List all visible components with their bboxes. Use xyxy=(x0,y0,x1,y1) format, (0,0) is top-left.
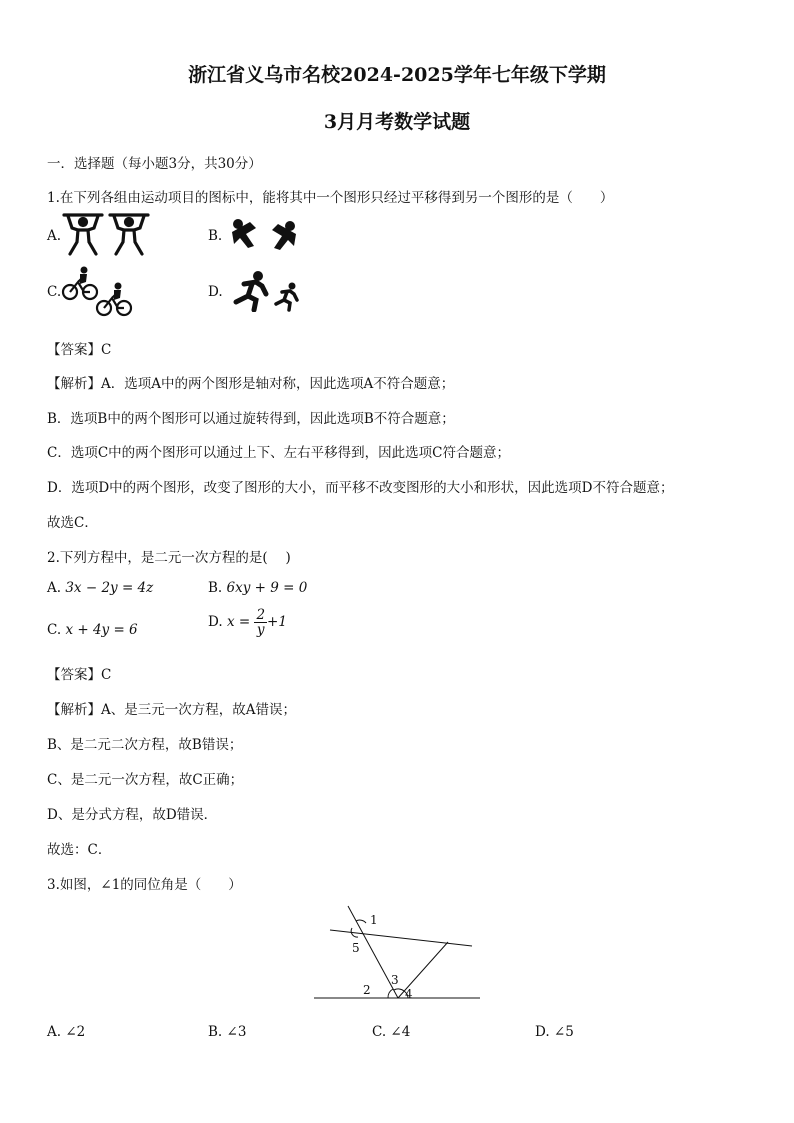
runner-icon xyxy=(222,270,302,312)
tumbling-icon xyxy=(228,216,300,252)
q3-option-d: D. ∠5 xyxy=(535,1024,574,1040)
q1-explanation-4: D．选项D中的两个图形，改变了图形的大小，而平移不改变图形的大小和形状，因此选项D不符合题意； xyxy=(47,480,674,496)
q2-explanation-1: 【解析】A、是三元一次方程，故A错误； xyxy=(47,702,296,718)
q1-stem: 1.在下列各组由运动项目的图标中，能将其中一个图形只经过平移得到另一个图形的是（ ） xyxy=(47,190,614,206)
q2-option-d xyxy=(208,608,287,637)
q2-option-d-label: D. xyxy=(208,614,223,630)
q2-option-b xyxy=(208,580,307,596)
page-subtitle: 3月月考数学试题 xyxy=(323,111,471,133)
q2-option-b-equation: 6xy + 9 = 0 xyxy=(226,580,308,596)
angle-3-arc xyxy=(394,989,404,991)
q2-option-d-fraction xyxy=(254,608,267,637)
figure-label-4: 4 xyxy=(405,987,413,1001)
q2-option-c-label: C. xyxy=(47,622,62,638)
q3-option-c: C. ∠4 xyxy=(372,1024,411,1040)
q2-explanation-3: C、是二元一次方程，故C正确； xyxy=(47,772,244,788)
q2-option-c-equation: x + 4y = 6 xyxy=(65,622,138,638)
section-heading: 一．选择题（每小题3分，共30分） xyxy=(47,156,262,172)
figure-label-5: 5 xyxy=(352,941,360,955)
q3-option-b: B. ∠3 xyxy=(208,1024,247,1040)
cyclist-icon xyxy=(60,264,136,318)
q2-option-a xyxy=(47,580,153,596)
q2-stem: 2.下列方程中，是二元一次方程的是( ) xyxy=(47,550,291,566)
q2-explanation-5: 故选：C． xyxy=(47,842,112,858)
fraction-denominator: y xyxy=(256,622,265,638)
q2-option-d-lhs: x = xyxy=(226,614,251,630)
q2-option-a-equation: 3x − 2y = 4z xyxy=(65,580,154,596)
q3-stem: 3.如图，∠1的同位角是（ ） xyxy=(47,877,242,893)
q1-explanation-1: 【解析】A．选项A中的两个图形是轴对称，因此选项A不符合题意； xyxy=(47,376,455,392)
q2-option-b-label: B. xyxy=(208,580,223,596)
q1-option-d-label: D. xyxy=(208,284,223,300)
fraction-numerator: 2 xyxy=(256,607,266,623)
q1-explanation-5: 故选C． xyxy=(47,515,98,531)
q2-explanation-4: D、是分式方程，故D错误． xyxy=(47,807,218,823)
figure-label-2: 2 xyxy=(363,983,371,997)
q2-option-c xyxy=(47,622,138,638)
q1-answer: 【答案】C xyxy=(47,342,112,358)
q1-option-a-label: A. xyxy=(47,228,62,244)
figure-label-3: 3 xyxy=(391,973,399,987)
q2-explanation-2: B、是二元二次方程，故B错误； xyxy=(47,737,243,753)
q2-answer: 【答案】C xyxy=(47,667,112,683)
q2-option-d-rhs: +1 xyxy=(267,614,287,630)
q2-option-a-label: A. xyxy=(47,580,62,596)
angle-2-arc xyxy=(388,989,393,998)
q1-option-c-label: C. xyxy=(47,284,62,300)
page-title: 浙江省义乌市名校2024-2025学年七年级下学期 xyxy=(188,64,606,86)
weightlifter-icon xyxy=(62,210,150,258)
angle-figure xyxy=(300,900,490,1005)
q1-explanation-3: C．选项C中的两个图形可以通过上下、左右平移得到，因此选项C符合题意； xyxy=(47,445,510,461)
q1-explanation-2: B．选项B中的两个图形可以通过旋转得到，因此选项B不符合题意； xyxy=(47,411,455,427)
q1-option-b-label: B. xyxy=(208,228,223,244)
figure-label-1: 1 xyxy=(370,913,378,927)
q3-option-a: A. ∠2 xyxy=(47,1024,86,1040)
